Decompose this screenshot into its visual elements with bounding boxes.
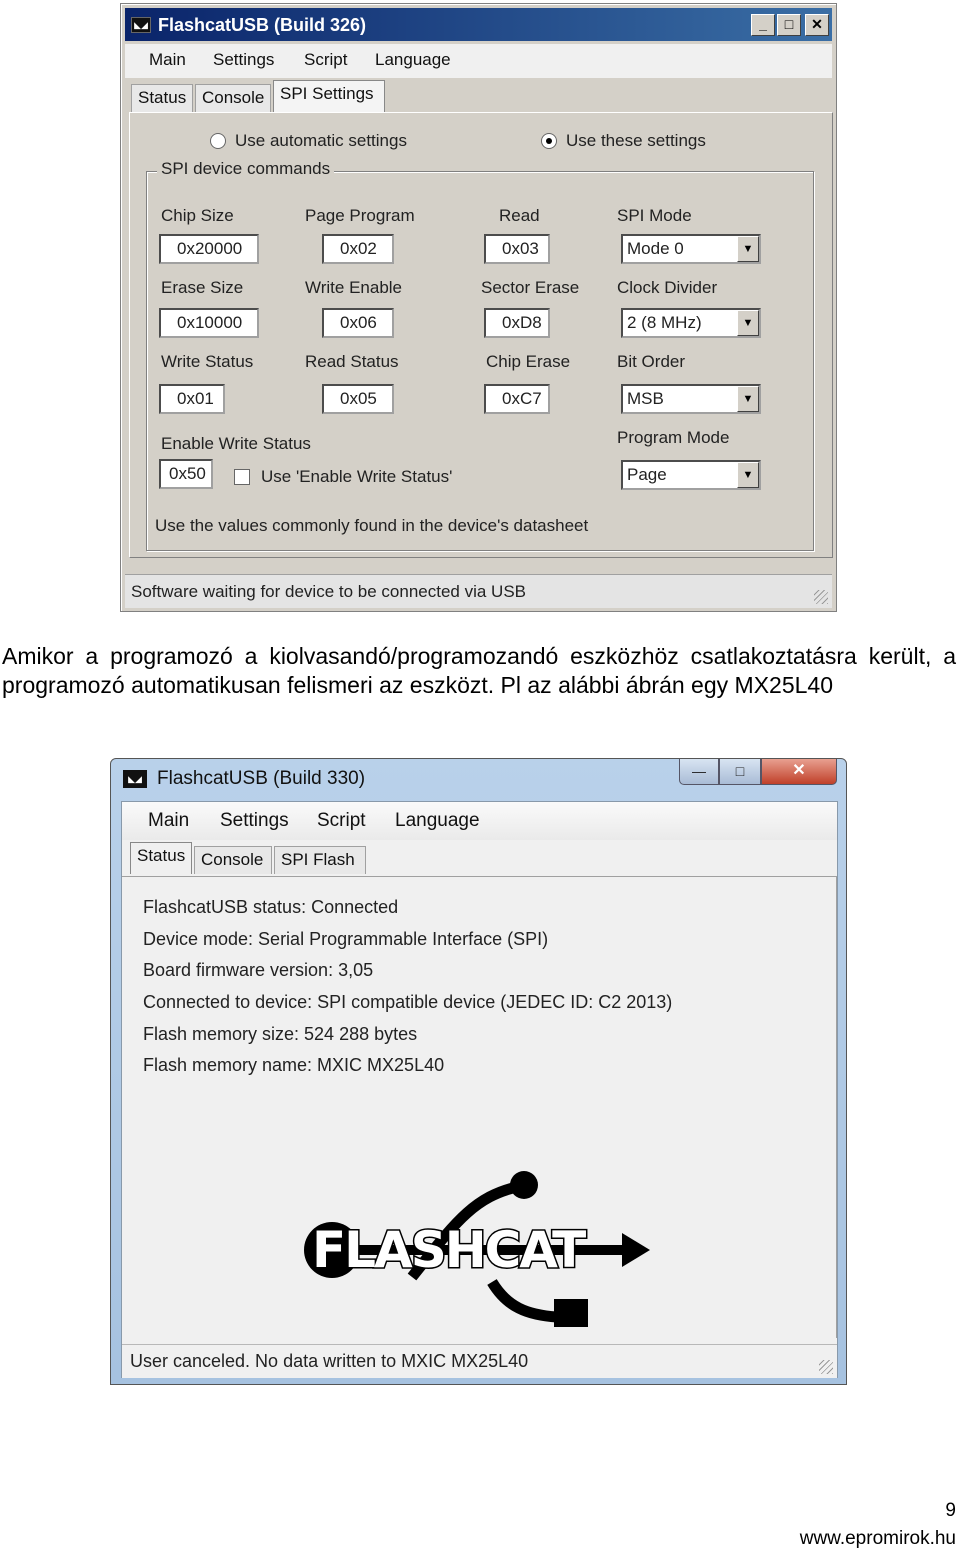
clock-divider-value: 2 (8 MHz) [627,313,702,332]
minimize-button[interactable]: — [679,759,719,785]
status-panel [122,876,837,1338]
chip-erase-label: Chip Erase [486,352,571,371]
read-status-label: Read Status [305,352,399,371]
radio-these-label: Use these settings [566,131,706,150]
dropdown-arrow-icon[interactable]: ▼ [737,310,759,336]
maximize-button[interactable]: □ [719,759,761,785]
write-enable-input[interactable]: 0x06 [322,308,394,338]
minimize-button[interactable]: _ [751,14,775,36]
tab-strip [126,846,826,876]
tab-status[interactable]: Status [131,84,193,112]
spi-mode-label: SPI Mode [617,206,692,225]
bit-order-label: Bit Order [617,352,686,371]
menu-bar [125,44,832,78]
status-bar [125,574,832,608]
menu-settings[interactable]: Settings [213,50,275,69]
dropdown-arrow-icon[interactable]: ▼ [737,386,759,412]
info-device-mode: Device mode: Serial Programmable Interface (SPI) [143,929,549,949]
enable-write-status-label: Enable Write Status [161,434,311,453]
body-paragraph: Amikor a programozó a kiolvasandó/programozandó eszközhöz csatlakoztatásra került, a programozó automatikusan felismeri az eszközt. Pl az alábbi ábrán egy MX25L40 [2,643,956,698]
chip-size-input[interactable]: 0x20000 [159,234,259,264]
read-label: Read [499,206,540,225]
program-mode-value: Page [627,465,667,484]
enable-write-status-input[interactable]: 0x50 [159,459,213,489]
write-enable-label: Write Enable [305,278,403,297]
bit-order-select[interactable] [621,384,761,414]
radio-these-settings[interactable] [541,133,557,149]
tab-spi-settings[interactable]: SPI Settings [273,80,385,112]
footer-url[interactable]: www.epromirok.hu [799,1528,956,1549]
flashcat-window-build-326 [120,3,837,612]
menu-settings[interactable]: Settings [220,810,289,831]
chip-size-label: Chip Size [161,206,234,225]
close-button[interactable]: ✕ [761,759,837,785]
group-title: SPI device commands [157,159,334,179]
radio-automatic-settings[interactable] [210,133,226,149]
page-number: 9 [945,1500,956,1521]
erase-size-label: Erase Size [161,278,244,297]
resize-grip-icon[interactable] [814,590,828,604]
menu-bar [122,802,837,840]
status-text: Software waiting for device to be connected via USB [131,582,526,601]
read-status-input[interactable]: 0x05 [322,384,394,414]
dropdown-arrow-icon[interactable]: ▼ [737,462,759,488]
tab-strip [131,84,831,114]
spi-mode-value: Mode 0 [627,239,684,258]
menu-main[interactable]: Main [148,810,190,831]
menu-language[interactable]: Language [395,810,480,831]
menu-script[interactable]: Script [317,810,366,831]
maximize-button[interactable]: □ [777,14,801,36]
info-status: FlashcatUSB status: Connected [143,897,399,917]
flashcat-app-icon: ◣◢ [131,17,151,33]
info-firmware: Board firmware version: 3,05 [143,960,374,980]
use-enable-write-status-label: Use 'Enable Write Status' [261,467,453,486]
sector-erase-label: Sector Erase [481,278,580,297]
flashcat-logo [292,1167,652,1327]
radio-automatic-label: Use automatic settings [235,131,407,150]
tab-console[interactable]: Console [194,846,272,874]
client-area [121,801,838,1378]
title-bar[interactable] [125,8,832,41]
info-memory-size: Flash memory size: 524 288 bytes [143,1024,418,1044]
write-status-label: Write Status [161,352,254,371]
status-bar [122,1344,837,1378]
menu-language[interactable]: Language [375,50,451,69]
info-connected-device: Connected to device: SPI compatible device (JEDEC ID: C2 2013) [143,992,673,1012]
sector-erase-input[interactable]: 0xD8 [484,308,550,338]
menu-main[interactable]: Main [149,50,186,69]
read-input[interactable]: 0x03 [484,234,550,264]
bit-order-value: MSB [627,389,664,408]
spi-mode-select[interactable] [621,234,761,264]
use-enable-write-status-checkbox[interactable] [234,469,250,485]
clock-divider-label: Clock Divider [617,278,718,297]
window-title: FlashcatUSB (Build 330) [157,768,366,789]
spi-settings-panel [129,112,833,558]
spi-device-commands-group [146,159,814,551]
chip-erase-input[interactable]: 0xC7 [484,384,550,414]
write-status-input[interactable]: 0x01 [159,384,225,414]
page-program-label: Page Program [305,206,415,225]
info-memory-name: Flash memory name: MXIC MX25L40 [143,1055,445,1075]
program-mode-label: Program Mode [617,428,730,447]
tab-console[interactable]: Console [195,84,271,112]
window-title: FlashcatUSB (Build 326) [158,15,367,35]
tab-status[interactable]: Status [130,842,192,874]
flashcat-app-icon: ◣◢ [123,770,147,788]
menu-script[interactable]: Script [304,50,348,69]
datasheet-hint: Use the values commonly found in the device's datasheet [155,516,589,535]
page-program-input[interactable]: 0x02 [322,234,394,264]
erase-size-input[interactable]: 0x10000 [159,308,259,338]
close-button[interactable]: ✕ [805,14,829,36]
flashcat-window-build-330 [110,758,847,1385]
dropdown-arrow-icon[interactable]: ▼ [737,236,759,262]
resize-grip-icon[interactable] [819,1360,833,1374]
clock-divider-select[interactable] [621,308,761,338]
logo-text: FLASHCAT [312,1221,585,1279]
program-mode-select[interactable] [621,460,761,490]
tab-spi-flash[interactable]: SPI Flash [274,846,366,874]
status-text: User canceled. No data written to MXIC MX25L40 [130,1351,529,1371]
